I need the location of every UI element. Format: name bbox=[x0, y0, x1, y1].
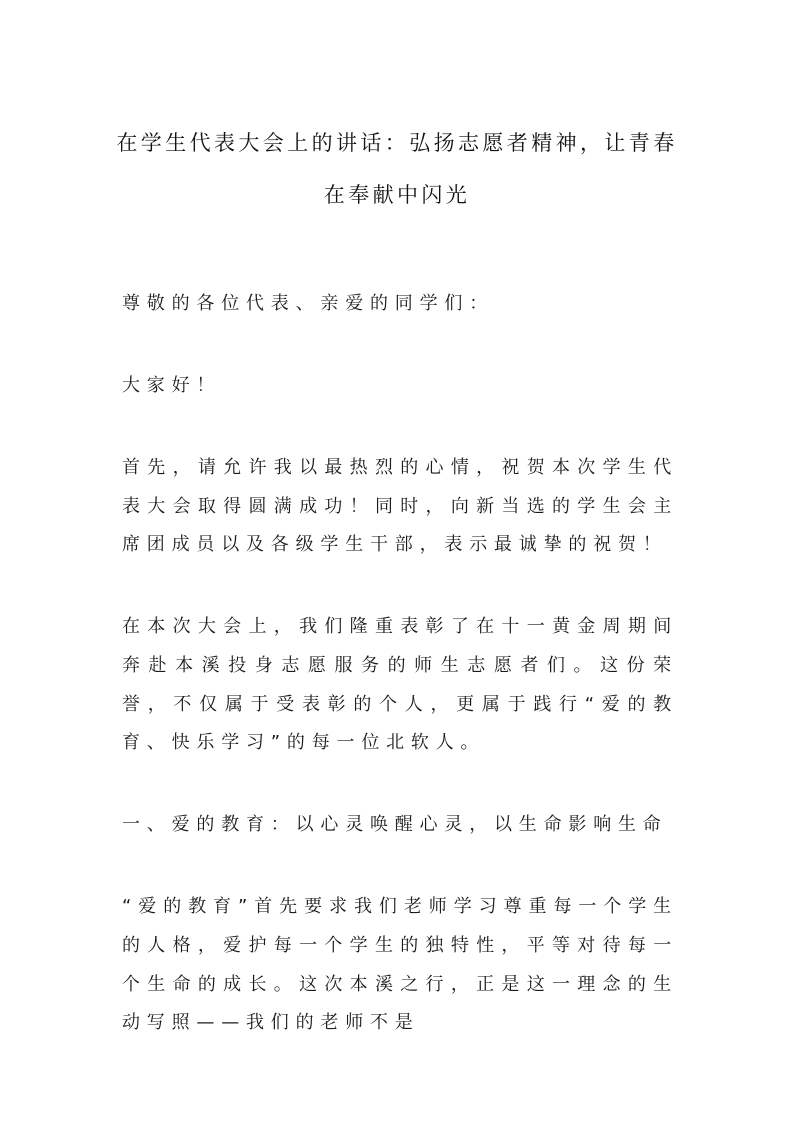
title-line-2: 在奉献中闪光 bbox=[323, 183, 471, 207]
document-body bbox=[122, 285, 678, 1086]
section-heading: 一、爱的教育：以心灵唤醒心灵，以生命影响生命 bbox=[122, 814, 668, 836]
paragraph-congratulations: 首先，请允许我以最热烈的心情，祝贺本次学生代表大会取得圆满成功！同时，向新当选的学生会主席团成员以及各级学生干部，表示最诚挚的祝贺！ bbox=[122, 457, 678, 556]
paragraph-commendation: 在本次大会上，我们隆重表彰了在十一黄金周期间奔赴本溪投身志愿服务的师生志愿者们。这份荣誉，不仅属于受表彰的个人，更属于践行“爱的教育、快乐学习”的每一位北软人。 bbox=[122, 616, 678, 754]
greeting: 大家好！ bbox=[122, 375, 222, 397]
document-title bbox=[112, 117, 682, 221]
title-line-1: 在学生代表大会上的讲话：弘扬志愿者精神，让青春 bbox=[116, 131, 678, 155]
section-paragraph: “爱的教育”首先要求我们老师学习尊重每一个学生的人格，爱护每一个学生的独特性，平等对待每一个生命的成长。这次本溪之行，正是这一理念的生动写照——我们的老师不是 bbox=[122, 896, 678, 1034]
salutation: 尊敬的各位代表、亲爱的同学们： bbox=[122, 293, 494, 314]
